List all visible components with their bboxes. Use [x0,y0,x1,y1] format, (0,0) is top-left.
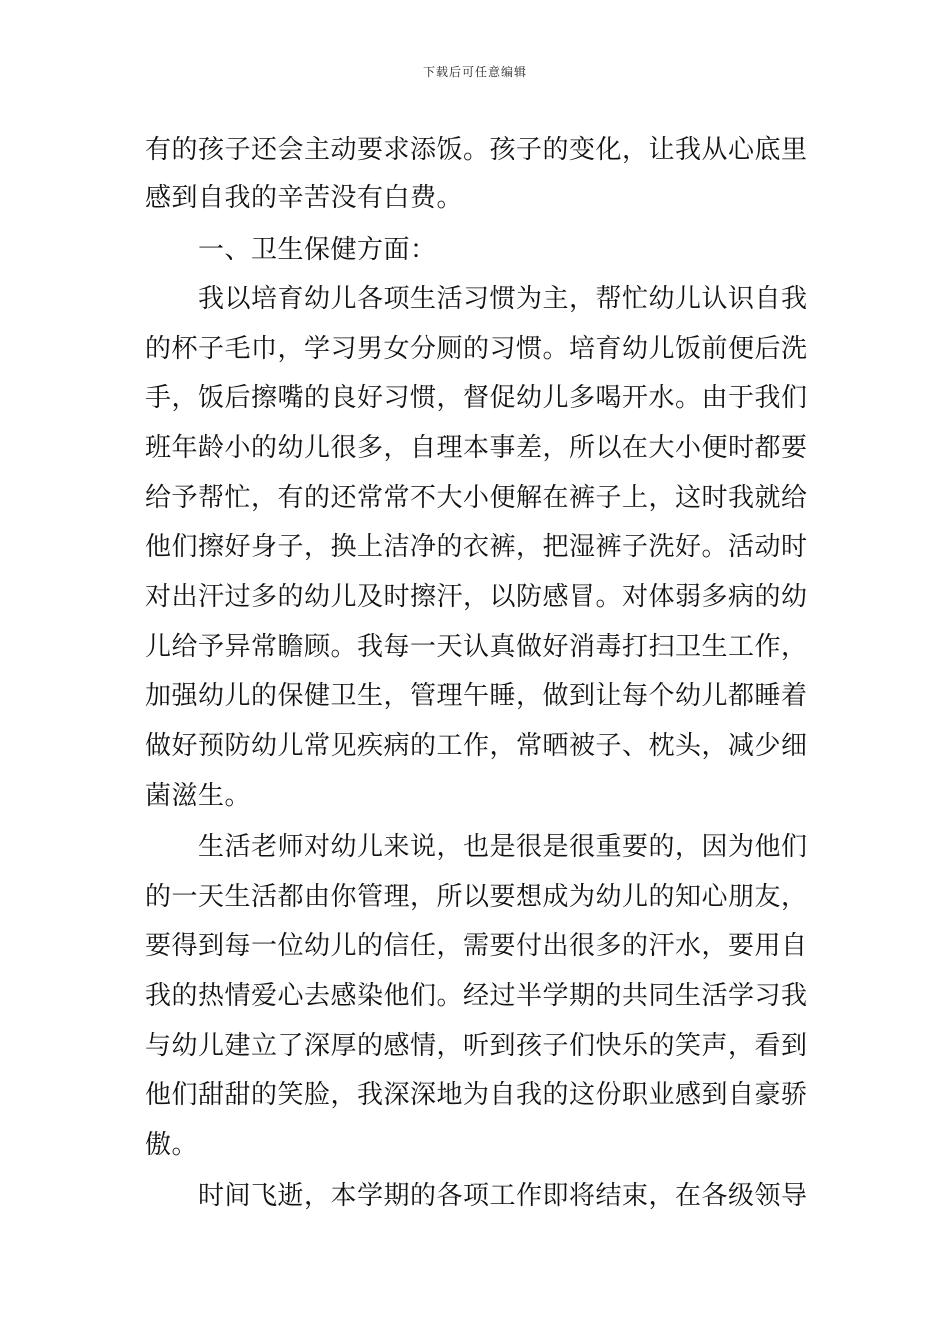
text-line: 他们甜甜的笑脸，我深深地为自我的这份职业感到自豪骄 [145,1080,808,1110]
text-line: 菌滋生。 [145,781,252,811]
text-line: 班年龄小的幼儿很多，自理本事差，所以在大小便时都要 [145,433,808,463]
text-line: 的杯子毛巾，学习男女分厕的习惯。培育幼儿饭前便后洗 [145,334,808,364]
text-line: 要得到每一位幼儿的信任，需要付出很多的汗水，要用自 [145,931,808,961]
text-line: 儿给予异常瞻顾。我每一天认真做好消毒打扫卫生工作， [145,632,808,662]
text-line: 给予帮忙，有的还常常不大小便解在裤子上，这时我就给 [145,483,808,513]
text-line: 傲。 [145,1130,199,1160]
paragraph-first-line: 生活老师对幼儿来说，也是很是很重要的，因为他们 [198,832,808,862]
text-line: 加强幼儿的保健卫生，管理午睡，做到让每个幼儿都睡着 [145,681,808,711]
paragraph-first-line: 我以培育幼儿各项生活习惯为主，帮忙幼儿认识自我 [198,284,808,314]
text-line: 的一天生活都由你管理，所以要想成为幼儿的知心朋友， [145,882,808,912]
section-heading: 一、卫生保健方面： [198,235,437,265]
text-line: 感到自我的辛苦没有白费。 [145,183,464,213]
text-line: 做好预防幼儿常见疾病的工作，常晒被子、枕头，减少细 [145,731,808,761]
text-line: 有的孩子还会主动要求添饭。孩子的变化，让我从心底里 [145,135,808,165]
page-header: 下载后可任意编辑 [422,65,527,79]
text-line: 手，饭后擦嘴的良好习惯，督促幼儿多喝开水。由于我们 [145,383,808,413]
text-line: 对出汗过多的幼儿及时擦汗，以防感冒。对体弱多病的幼 [145,582,808,612]
text-line: 与幼儿建立了深厚的感情，听到孩子们快乐的笑声，看到 [145,1031,808,1061]
paragraph-first-line: 时间飞逝，本学期的各项工作即将结束，在各级领导 [198,1181,808,1211]
text-line: 他们擦好身子，换上洁净的衣裤，把湿裤子洗好。活动时 [145,532,808,562]
text-line: 我的热情爱心去感染他们。经过半学期的共同生活学习我 [145,981,808,1011]
